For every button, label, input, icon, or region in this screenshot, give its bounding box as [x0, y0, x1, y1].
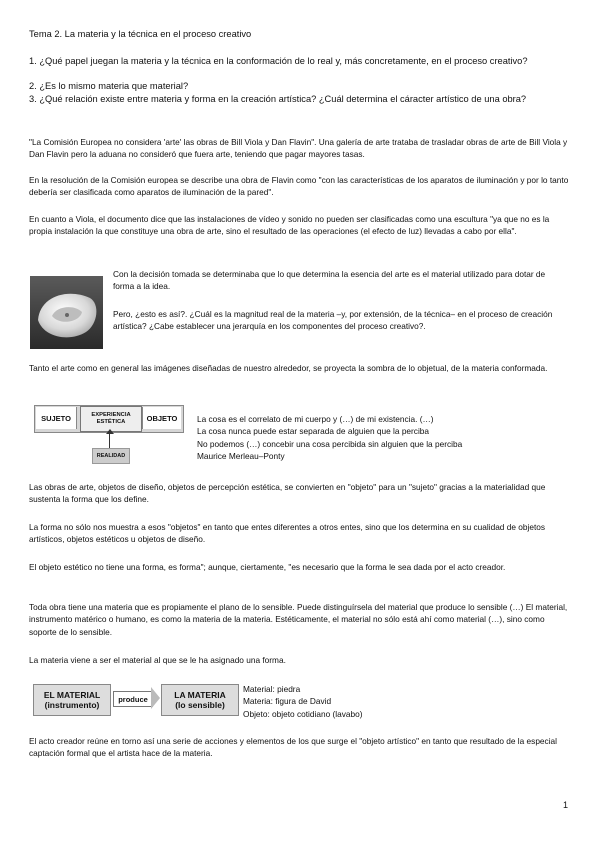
paragraph: La forma no sólo nos muestra a esos "objetos" en tanto que entes diferentes a otros entes, sino que los determina en su cualidad de objetos artísticos, objetos estéticos u objetos de diseño.: [29, 522, 546, 545]
paragraph: En cuanto a Viola, el documento dice que las instalaciones de vídeo y sonido no pueden ser clasificadas como una escultura "ya que no es la propia instalación la que constituye una obra de arte, sino el resultado de las operaciones (el efecto de luz) llevadas a cabo por ella".: [29, 214, 550, 237]
materia-label: LA MATERIA: [174, 690, 226, 700]
subject-object-diagram: [34, 405, 184, 467]
question-3: 3. ¿Qué relación existe entre materia y forma en la creación artística? ¿Cuál determina el cáracter artístico de una obra?: [29, 94, 527, 104]
materia-sublabel: (lo sensible): [175, 700, 225, 710]
experiencia-label: EXPERIENCIA: [91, 412, 131, 418]
example-list: [243, 683, 543, 720]
paragraph: La materia viene a ser el material al que se le ha asignado una forma.: [29, 655, 286, 665]
quote-line: La cosa nunca puede estar separada de alguien que la perciba: [197, 426, 430, 437]
question-1: 1. ¿Qué papel juegan la materia y la técnica en la conformación de lo real y, más concretamente, en el proceso creativo?: [29, 56, 528, 66]
paragraph: "La Comisión Europea no considera 'arte' las obras de Bill Viola y Dan Flavin". Una galería de arte trataba de trasladar obras de arte de Bill Viola y Dan Flavin pero la aduana no consideró que fuera arte, teniendo que pagar mayores tasas.: [29, 137, 568, 160]
estetica-label: ESTÉTICA: [96, 419, 126, 425]
example-line: Objeto: objeto cotidiano (lavabo): [243, 708, 363, 719]
question-2: 2. ¿Es lo mismo materia que material?: [29, 81, 189, 91]
material-sublabel: (instrumento): [44, 700, 100, 710]
paragraph: El objeto estético no tiene una forma, es forma"; aunque, ciertamente, "es necesario que la forma le sea dada por el acto creador.: [29, 562, 506, 572]
produce-arrow: produce: [113, 691, 153, 707]
paragraph: En la resolución de la Comisión europea se describe una obra de Flavin como "con las características de los aparatos de iluminación y por lo tanto debería ser clasificada como aparatos de iluminación de la pared".: [29, 175, 569, 198]
merleau-ponty-quote: [197, 413, 577, 462]
urinal-image: [30, 276, 103, 349]
realidad-box: REALIDAD: [92, 448, 130, 464]
quote-line: La cosa es el correlato de mi cuerpo y (…) de mi existencia. (…): [197, 414, 434, 424]
objeto-box: OBJETO: [142, 407, 181, 429]
material-box: [33, 684, 111, 716]
material-label: EL MATERIAL: [43, 690, 101, 700]
arrow-line: [109, 432, 110, 448]
page-number: 1: [562, 800, 568, 810]
sujeto-box: SUJETO: [36, 407, 77, 429]
paragraph: El acto creador reúne en torno así una serie de acciones y elementos de los que surge el "objeto artístico" en tanto que resultado de la especial captación formal que el artista hace de la materia.: [29, 736, 557, 759]
side-paragraph-b: Pero, ¿esto es así?. ¿Cuál es la magnitud real de la materia –y, por extensión, de la técnica– en el proceso de creación artística? ¿Cabe establecer una jerarquía en los componentes del proceso creativo?.: [113, 309, 553, 332]
material-materia-diagram: [33, 684, 238, 718]
example-line: Material: piedra: [243, 684, 301, 694]
arrow-right-icon: [151, 687, 160, 709]
example-line: Materia: figura de David: [243, 696, 332, 707]
quote-author: Maurice Merleau–Ponty: [197, 450, 285, 461]
paragraph: Toda obra tiene una materia que es propiamente el plano de lo sensible. Puede distinguírsela del material que produce lo sensible (…) El material, instrumento matérico o humano, es como la materia de la materia. Estéticamente, el material no sólo está ahí como material (…), sino como soporte de lo sensible.: [29, 602, 568, 637]
materia-box: [161, 684, 239, 716]
side-paragraph-a: Con la decisión tomada se determinaba que lo que determina la esencia del arte es el material utilizado para dotar de forma a la idea.: [113, 269, 546, 292]
document-title: Tema 2. La materia y la técnica en el proceso creativo: [29, 29, 252, 39]
quote-line: No podemos (…) concebir una cosa percibida sin alguien que la perciba: [197, 438, 463, 449]
arrow-up-icon: [106, 429, 114, 434]
paragraph: Las obras de arte, objetos de diseño, objetos de percepción estética, se convierten en "objeto" para un "sujeto" gracias a la materialidad que sustenta la forma que los define.: [29, 482, 546, 505]
paragraph: Tanto el arte como en general las imágenes diseñadas de nuestro alrededor, se proyecta la sombra de lo objetual, de la materia conformada.: [29, 363, 548, 373]
